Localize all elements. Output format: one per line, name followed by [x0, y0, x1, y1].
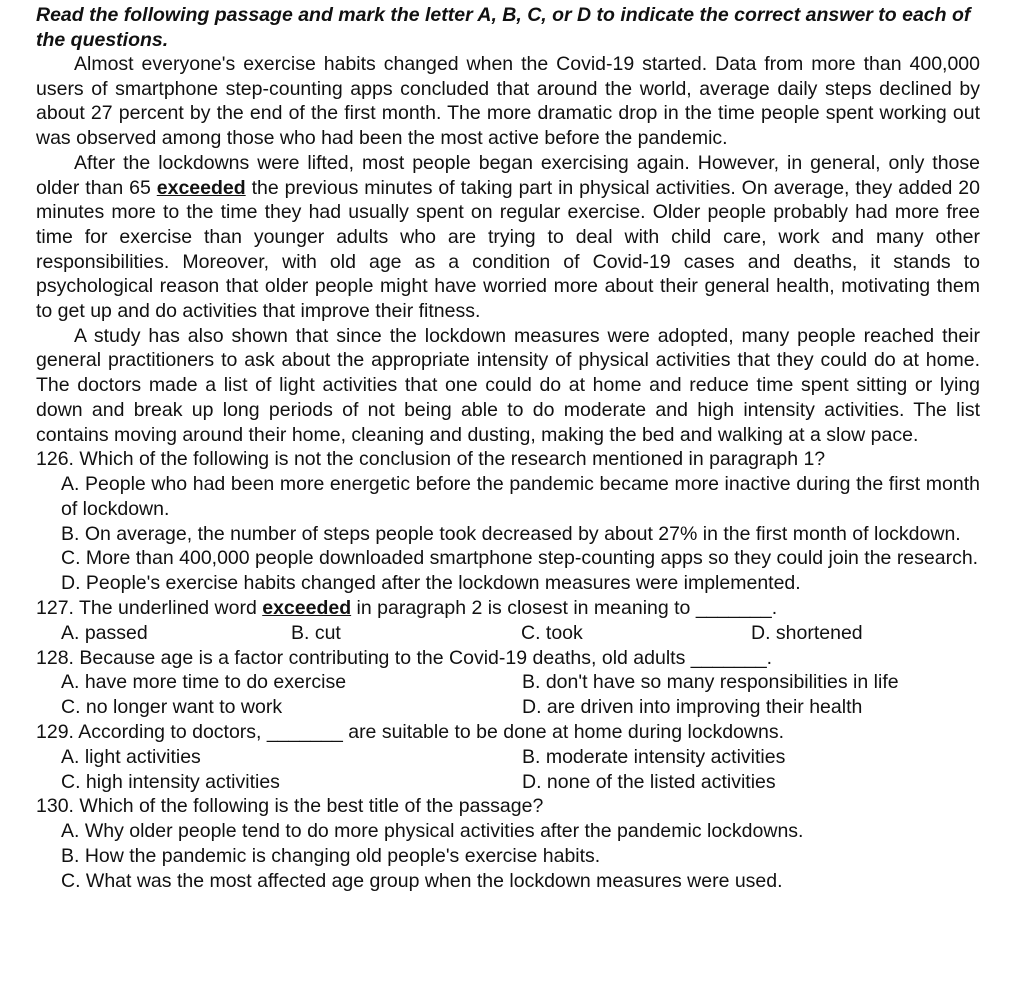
passage-paragraph-1: Almost everyone's exercise habits changed when the Covid-19 started. Data from more than 400,000 users of smartphone step-counting apps concluded that around the world, average daily steps declined by about 27 percent by the end of the first month. The more dramatic drop in the time people spent working out was observed among those who had been the most active before the pandemic. [36, 53, 980, 150]
paragraph-2-text-start: After the lockdowns were lifted, most people began exercising again. However, in general, only those older than 65 [36, 151, 980, 199]
passage-paragraph-2 [36, 151, 980, 324]
q127-option-c: C. took [521, 621, 583, 644]
q129-options [61, 745, 980, 795]
question-126: 126. Which of the following is not the conclusion of the research mentioned in paragraph 1? [36, 448, 826, 471]
q127-option-d: D. shortened [751, 621, 863, 644]
q126-option-b: B. On average, the number of steps people took decreased by about 27% in the first month of lockdown. [61, 522, 961, 545]
paragraph-2-text-end: the previous minutes of taking part in physical activities. On average, they added 20 minutes more to the time they had usually spent on regular exercise. Older people probably had more free time for exercise than younger adults who are trying to deal with child care, work and many other responsibilities. Moreover, with old age as a condition of Covid-19 cases and deaths, it stands to psychological reason that older people might have worried more about their general health, motivating them to get up and do activities that improve their fitness. [36, 176, 980, 323]
q126-option-d: D. People's exercise habits changed after the lockdown measures were implemented. [61, 572, 801, 595]
question-130: 130. Which of the following is the best title of the passage? [36, 795, 544, 818]
q128-option-c: C. no longer want to work [61, 696, 283, 719]
q129-option-b: B. moderate intensity activities [522, 745, 786, 768]
question-127 [36, 596, 980, 621]
q127-option-b: B. cut [291, 621, 341, 644]
q127-options [61, 621, 980, 646]
q130-option-b: B. How the pandemic is changing old people's exercise habits. [61, 845, 601, 867]
q127-underlined-word: exceeded [262, 597, 352, 620]
q127-option-a: A. passed [61, 621, 148, 644]
underlined-word: exceeded [156, 176, 246, 199]
q129-option-a: A. light activities [61, 745, 201, 768]
q128-option-a: A. have more time to do exercise [61, 671, 347, 694]
q126-option-a: A. People who had been more energetic before the pandemic became more inactive during the first month of lockdown. [61, 473, 980, 520]
q128-option-b: B. don't have so many responsibilities in life [522, 671, 899, 694]
q127-stem-end: in paragraph 2 is closest in meaning to _______. [351, 597, 778, 620]
q130-option-a: A. Why older people tend to do more physical activities after the pandemic lockdowns. [61, 820, 804, 843]
q127-stem-start: 127. The underlined word [36, 597, 263, 620]
q126-option-c: C. More than 400,000 people downloaded smartphone step-counting apps so they could join the research. [61, 547, 979, 570]
passage-paragraph-3: A study has also shown that since the lockdown measures were adopted, many people reached their general practitioners to ask about the appropriate intensity of physical activities that they could do at home. The doctors made a list of light activities that one could do at home and reduce time spent sitting or lying down and break up long periods of not being able to do moderate and high intensity activities. The list contains moving around their home, cleaning and dusting, making the bed and walking at a slow pace. [36, 324, 980, 446]
q130-option-c: C. What was the most affected age group when the lockdown measures were used. [61, 869, 783, 892]
question-128: 128. Because age is a factor contributing to the Covid-19 deaths, old adults _______. [36, 646, 773, 669]
q129-option-c: C. high intensity activities [61, 770, 280, 793]
q128-options [61, 670, 980, 720]
question-129: 129. According to doctors, _______ are suitable to be done at home during lockdowns. [36, 721, 784, 744]
q129-option-d: D. none of the listed activities [522, 770, 776, 793]
instructions: Read the following passage and mark the letter A, B, C, or D to indicate the correct answer to each of the questions. [36, 4, 971, 51]
q128-option-d: D. are driven into improving their health [522, 696, 863, 719]
